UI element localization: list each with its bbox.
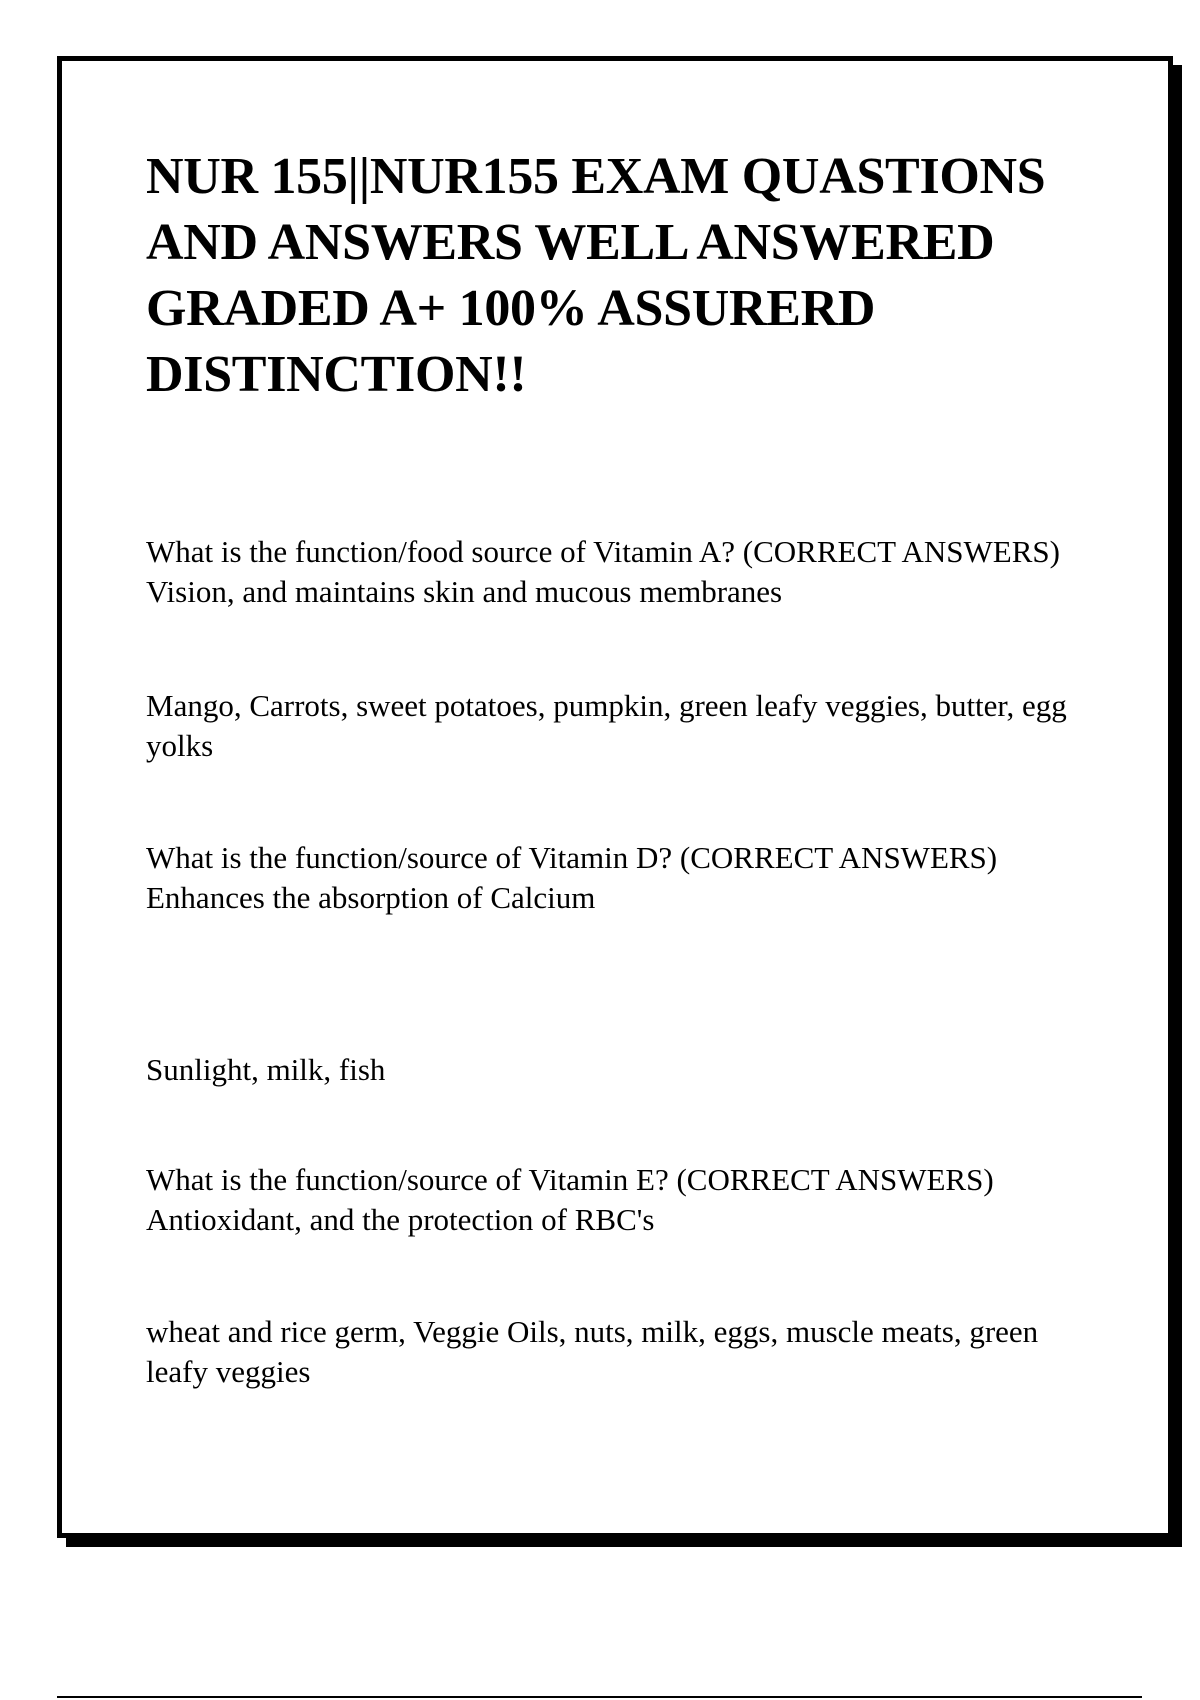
question-vitamin-d: What is the function/source of Vitamin D? (CORRECT ANSWERS) Enhances the absorption of Calcium bbox=[146, 840, 998, 915]
question-vitamin-a: What is the function/food source of Vitamin A? (CORRECT ANSWERS) Vision, and maintains skin and mucous membranes bbox=[146, 534, 1060, 609]
answer-vitamin-d-sources: Sunlight, milk, fish bbox=[146, 1052, 386, 1087]
footer-divider bbox=[57, 1696, 1142, 1698]
question-vitamin-e: What is the function/source of Vitamin E? (CORRECT ANSWERS) Antioxidant, and the protection of RBC's bbox=[146, 1162, 994, 1237]
answer-vitamin-a-sources: Mango, Carrots, sweet potatoes, pumpkin, green leafy veggies, butter, egg yolks bbox=[146, 688, 1067, 763]
document-body bbox=[146, 144, 1096, 408]
answer-vitamin-e-sources: wheat and rice germ, Veggie Oils, nuts, milk, eggs, muscle meats, green leafy veggies bbox=[146, 1314, 1039, 1389]
document-title: NUR 155||NUR155 EXAM QUASTIONS AND ANSWERS WELL ANSWERED GRADED A+ 100% ASSURERD DISTINCTION!! bbox=[146, 148, 1046, 403]
